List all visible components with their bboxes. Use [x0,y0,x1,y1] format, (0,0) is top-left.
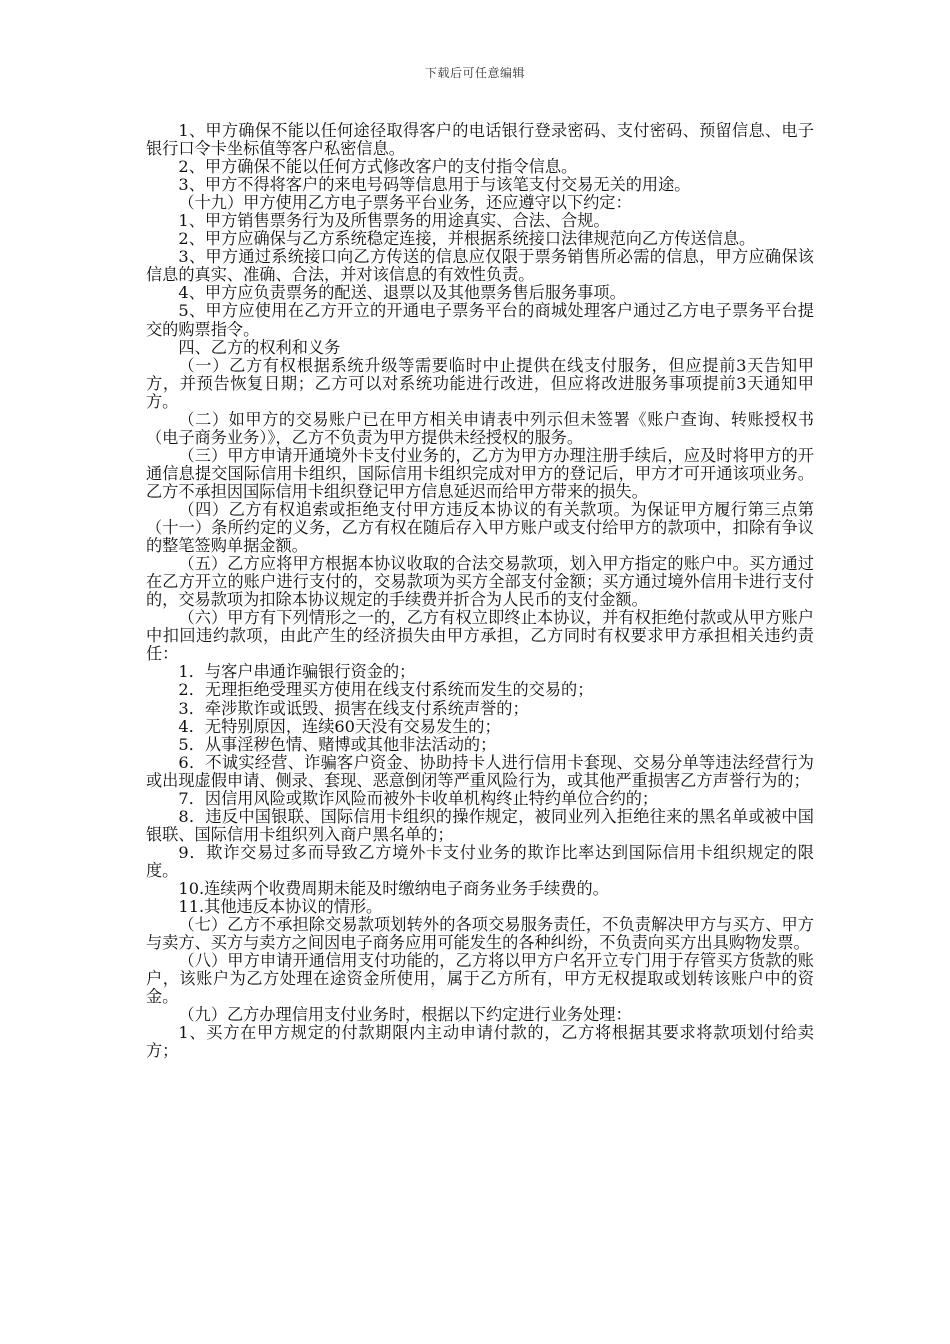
paragraph: 4、甲方应负责票务的配送、退票以及其他票务售后服务事项。 [178,283,626,303]
list-item: 8．违反中国银联、国际信用卡组织的操作规定，被同业列入拒绝往来的黑名单或被中国银联、国际信用卡组织列入商户黑名单的； [146,806,814,844]
list-item: 4．无特别原因，连续60天没有交易发生的； [178,716,501,736]
list-item: 10.连续两个收费周期未能及时缴纳电子商务业务手续费的。 [178,878,609,898]
list-item: 3．牵涉欺诈或诋毁、损害在线支付系统声誉的； [178,698,529,718]
paragraph: （五）乙方应将甲方根据本协议收取的合法交易款项，划入甲方指定的账户中。买方通过在乙方开立的账户进行支付的，交易款项为买方全部支付金额；买方通过境外信用卡进行支付的，交易款项为扣除本协议规定的手续费并折合为人民币的支付金额。 [146,554,814,610]
paragraph: （四）乙方有权追索或拒绝支付甲方违反本协议的有关款项。为保证甲方履行第三点第（十一）条所约定的义务，乙方有权在随后存入甲方账户或支付给甲方的款项中，扣除有争议的整笔签购单据金额。 [146,499,814,556]
list-item: 6．不诚实经营、诈骗客户资金、协助持卡人进行信用卡套现、交易分单等违法经营行为或出现虚假申请、侧录、套现、恶意倒闭等严重风险行为，或其他严重损害乙方声誉行为的； [146,752,814,790]
paragraph: （二）如甲方的交易账户已在甲方相关申请表中列示但未签署《账户查询、转账授权书（电子商务业务）》，乙方不负责为甲方提供未经授权的服务。 [146,409,814,447]
list-item: 9．欺诈交易过多而导致乙方境外卡支付业务的欺诈比率达到国际信用卡组织规定的限度。 [146,842,814,880]
paragraph: （八）甲方申请开通信用支付功能的，乙方将以甲方户名开立专门用于存管买方货款的账户，该账户为乙方处理在途资金所使用，属于乙方所有，甲方无权提取或划转该账户中的资金。 [146,951,814,1007]
list-item: 7．因信用风险或欺诈风险而被外卡收单机构终止特约单位合约的； [178,788,659,808]
paragraph: （六）甲方有下列情形之一的，乙方有权立即终止本协议，并有权拒绝付款或从甲方账户中扣回违约款项，由此产生的经济损失由甲方承担，乙方同时有权要求甲方承担相关违约责任： [146,608,814,664]
paragraph: （一）乙方有权根据系统升级等需要临时中止提供在线支付服务，但应提前3天告知甲方，并预告恢复日期；乙方可以对系统功能进行改进，但应将改进服务事项提前3天通知甲方。 [146,355,814,411]
paragraph: （九）乙方办理信用支付业务时，根据以下约定进行业务处理： [178,1005,632,1025]
paragraph: （七）乙方不承担除交易款项划转外的各项交易服务责任，不负责解决甲方与买方、甲方与卖方、买方与卖方之间因电子商务应用可能发生的各种纠纷，不负责向买方出具购物发票。 [146,915,814,953]
page-header: 下载后可任意编辑 [424,66,525,80]
paragraph: 5、甲方应使用在乙方开立的开通电子票务平台的商城处理客户通过乙方电子票务平台提交的购票指令。 [146,301,814,339]
paragraph: 3、甲方通过系统接口向乙方传送的信息应仅限于票务销售所必需的信息，甲方应确保该信息的真实、准确、合法，并对该信息的有效性负责。 [146,247,814,285]
list-item: 1、买方在甲方规定的付款期限内主动申请付款的，乙方将根据其要求将款项划付给卖方； [146,1023,814,1061]
paragraph: 1、甲方销售票务行为及所售票务的用途真实、合法、合规。 [178,211,610,231]
paragraph: 2、甲方应确保与乙方系统稳定连接，并根据系统接口法律规范向乙方传送信息。 [178,229,756,249]
paragraph: 3、甲方不得将客户的来电号码等信息用于与该笔支付交易无关的用途。 [178,175,691,195]
document-body [146,122,814,1060]
section-heading: 四、乙方的权利和义务 [178,337,341,357]
section-heading: （十九）甲方使用乙方电子票务平台业务，还应遵守以下约定： [178,193,632,213]
paragraph: 1、甲方确保不能以任何途径取得客户的电话银行登录密码、支付密码、预留信息、电子银行口令卡坐标值等客户私密信息。 [146,121,814,159]
paragraph: 2、甲方确保不能以任何方式修改客户的支付指令信息。 [178,157,578,177]
list-item: 11.其他违反本协议的情形。 [178,897,383,917]
list-item: 1．与客户串通诈骗银行资金的； [178,662,416,682]
list-item: 5．从事淫秽色情、赌博或其他非法活动的； [178,734,497,754]
list-item: 2．无理拒绝受理买方使用在线支付系统而发生的交易的； [178,680,594,700]
paragraph: （三）甲方申请开通境外卡支付业务的，乙方为甲方办理注册手续后，应及时将甲方的开通信息提交国际信用卡组织，国际信用卡组织完成对甲方的登记后，甲方才可开通该项业务。乙方不承担因国际信用卡组织登记甲方信息延迟而给甲方带来的损失。 [146,445,814,501]
